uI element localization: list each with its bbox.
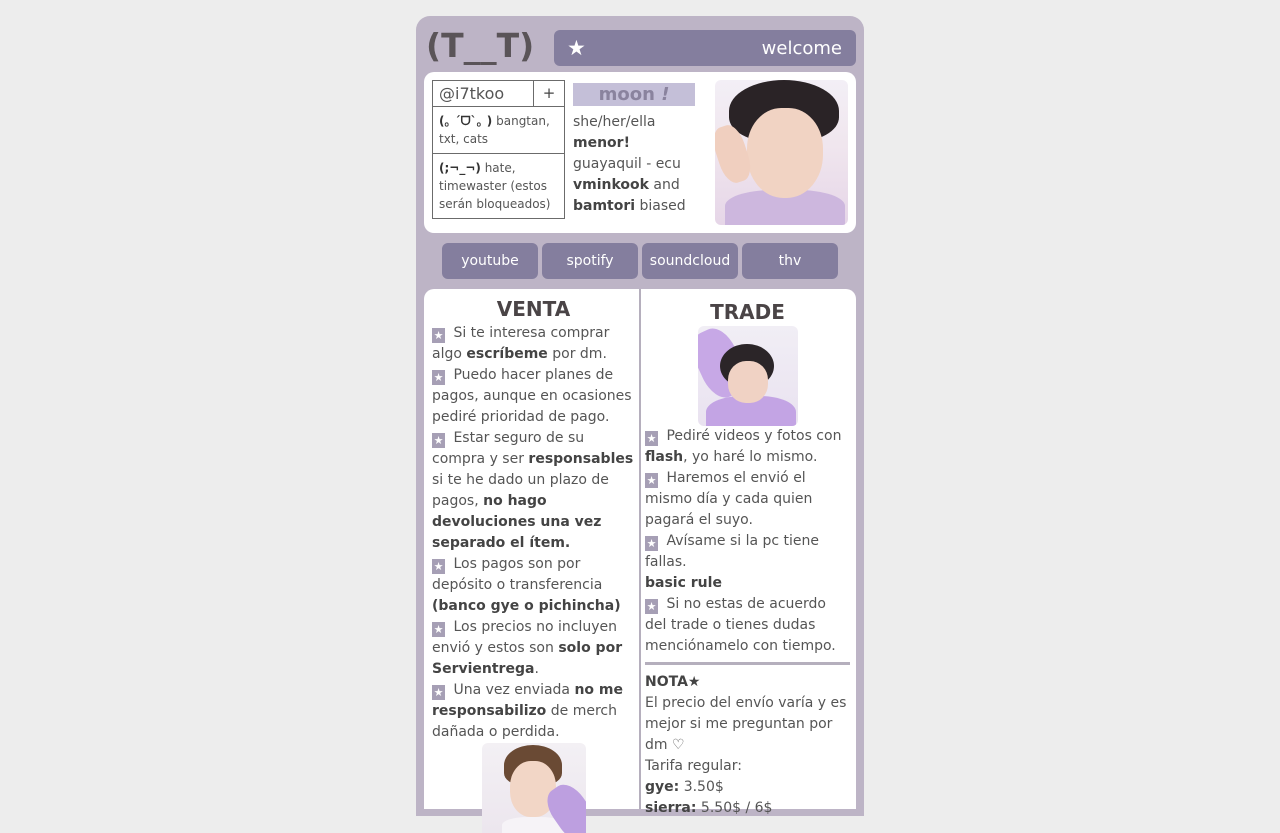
hates-cell [433,154,564,218]
venta-rule-3: ★ Estar seguro de su compra y ser responsables si te he dado un plazo de pagos, no hago devoluciones una vez separado el ítem. [432,430,634,551]
star-bullet-icon: ★ [433,329,444,342]
star-bullet-icon: ★ [433,371,444,384]
bio [573,112,713,217]
location: guayaquil - ecu [573,156,681,172]
section-divider [645,662,850,665]
pronouns: she/her/ella [573,114,656,130]
handle-text[interactable]: @i7tkoo [439,84,505,103]
follow-plus-button[interactable]: + [533,81,564,106]
trade-rule-2: ★ Haremos el envió el mismo día y cada quien pagará el suyo. [645,470,813,528]
venta-rule-5: ★ Los precios no incluyen envió y estos son solo por Servientrega. [432,619,623,677]
thv-link[interactable]: thv [742,243,838,279]
likes-emoticon: (｡ ˊᗜˋ｡ ) [439,114,493,128]
column-divider [639,289,641,809]
link-buttons [442,243,838,279]
tarifa-sierra: sierra: 5.50$ / 6$ [645,800,773,816]
soundcloud-link[interactable]: soundcloud [642,243,738,279]
tarifa-label: Tarifa regular: [645,758,742,774]
trade-rule-1: ★ Pediré videos y fotos con flash, yo haré lo mismo. [645,428,842,465]
name-mark: ! [661,84,670,105]
welcome-text: welcome [761,37,842,59]
venta-photo [482,743,586,833]
venta-column [432,296,635,833]
trade-rule-4: ★ Si no estas de acuerdo del trade o tienes dudas menciónamelo con tiempo. [645,596,836,654]
star-bullet-icon: ★ [646,474,657,487]
star-bullet-icon: ★ [646,432,657,445]
venta-rule-1: ★ Si te interesa comprar algo escríbeme por dm. [432,325,610,362]
venta-rule-2: ★ Puedo hacer planes de pagos, aunque en ocasiones pediré prioridad de pago. [432,367,632,425]
star-bullet-icon: ★ [433,560,444,573]
star-bullet-icon: ★ [433,686,444,699]
bias2: bamtori [573,198,636,214]
bias1: vminkook [573,177,649,193]
nota-text: El precio del envío varía y es mejor si me preguntan por dm ♡ [645,695,847,753]
welcome-banner [554,30,856,66]
hates-text: hate, timewaster (estos serán bloqueados) [439,161,551,211]
age-text: menor! [573,135,630,151]
star-bullet-icon: ★ [646,537,657,550]
name-text: moon [598,84,655,105]
star-icon: ★ [567,36,586,60]
face-emoticon: (T__T) [426,26,535,65]
youtube-link[interactable]: youtube [442,243,538,279]
trade-photo [698,326,798,426]
profile-photo [715,80,848,225]
trade-column [645,299,850,819]
trade-rule-3: ★ Avísame si la pc tiene fallas. [645,533,820,570]
basic-rule-label: basic rule [645,575,722,591]
likes-cell [433,107,564,154]
spotify-link[interactable]: spotify [542,243,638,279]
hates-emoticon: (;¬_¬) [439,161,481,175]
name-banner [573,83,695,106]
and-text: and [648,177,680,193]
tarifa-gye: gye: 3.50$ [645,779,724,795]
star-bullet-icon: ★ [433,434,444,447]
handle-box [432,80,565,219]
venta-title: VENTA [496,297,571,321]
star-bullet-icon: ★ [646,600,657,613]
star-bullet-icon: ★ [433,623,444,636]
venta-rule-4: ★ Los pagos son por depósito o transferencia (banco gye o pichincha) [432,556,621,614]
venta-rule-6: ★ Una vez enviada no me responsabilizo de merch dañada o perdida. [432,682,623,740]
trade-title: TRADE [710,300,785,324]
biased-text: biased [635,198,686,214]
nota-title: NOTA★ [645,674,701,690]
likes-text: bangtan, txt, cats [439,114,550,146]
